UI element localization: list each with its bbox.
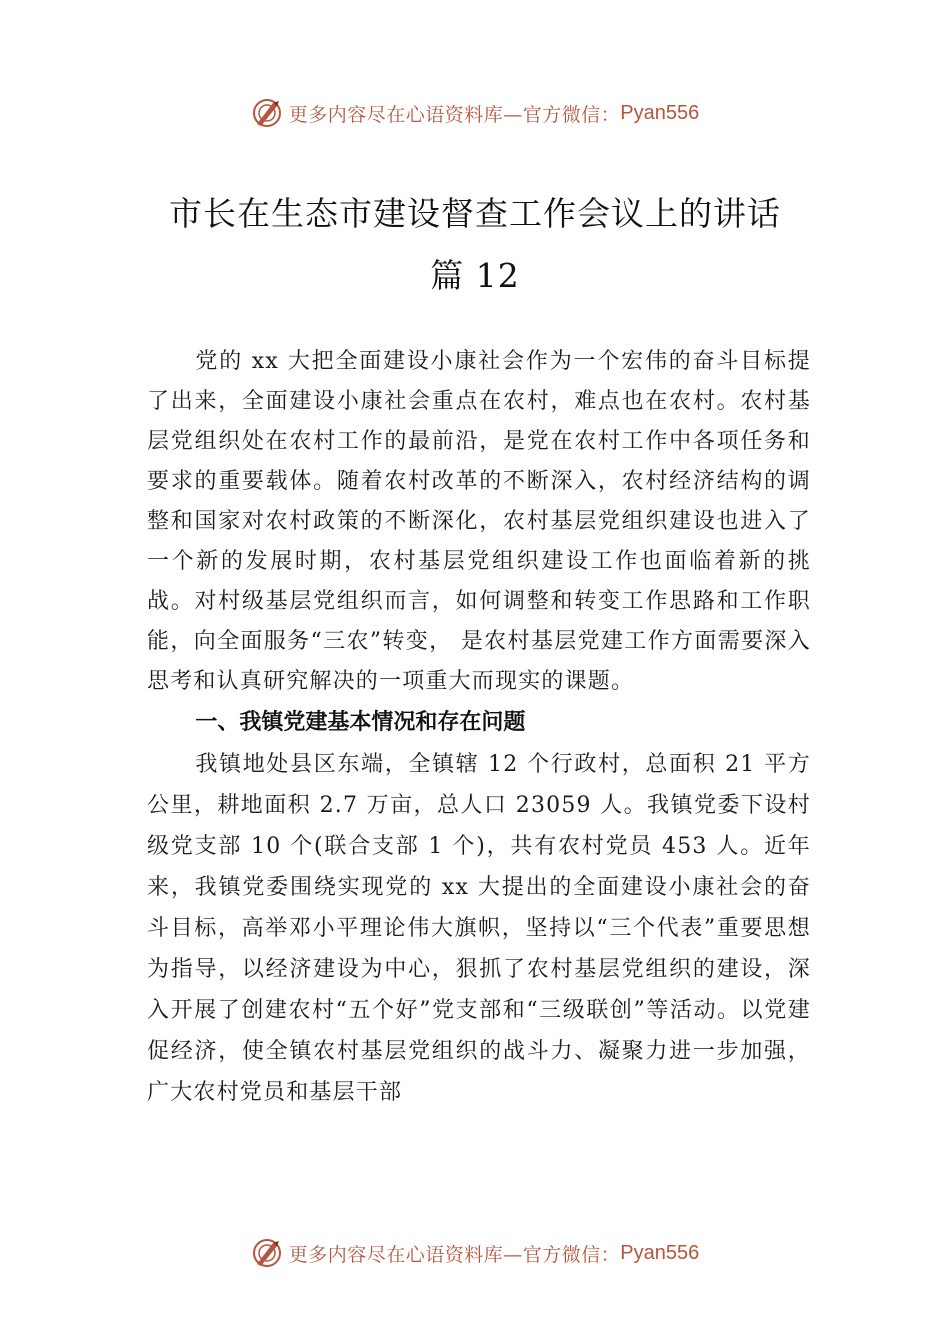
watermark-text: 更多内容尽在心语资料库—官方微信：	[288, 1243, 621, 1266]
body-paragraph: 党的 xx 大把全面建设小康社会作为一个宏伟的奋斗目标提了出来，全面建设小康社会重点在农村，难点也在农村。农村基层党组织处在农村工作的最前沿，是党在农村工作中各项任务和要求的重要载体。随着农村改革的不断深入，农村经济结构的调整和国家对农村政策的不断深化，农村基层党组织建设也进入了一个新的发展时期，农村基层党组织建设工作也面临着新的挑战。对村级基层党组织而言，如何调整和转变工作思路和工作职能，向全面服务“三农”转变， 是农村基层党建工作方面需要深入思考和认真研究解决的一项重大而现实的课题。	[147, 349, 811, 694]
body-paragraph: 我镇地处县区东端，全镇辖 12 个行政村，总面积 21 平方公里，耕地面积 2.7 万亩，总人口 23059 人。我镇党委下设村级党支部 10 个(联合支部 1 个)，共有农村党员 453 人。近年来，我镇党委围绕实现党的 xx 大提出的全面建设小康社会的奋斗目标，高举邓小平理论伟大旗帜，坚持以“三个代表”重要思想为指导，以经济建设为中心，狠抓了农村基层党组织的建设，深入开展了创建农村“五个好”党支部和“三级联创”等活动。以党建促经济，使全镇农村基层党组织的战斗力、凝聚力进一步加强，广大农村党员和基层干部	[147, 752, 811, 1105]
wechat-id: Pyan556	[620, 101, 700, 124]
document-title: 市长在生态市建设督查工作会议上的讲话	[169, 194, 781, 233]
wechat-id: Pyan556	[620, 1241, 700, 1264]
pen-logo-icon	[251, 97, 283, 129]
watermark-banner-bottom	[0, 1233, 950, 1273]
watermark-banner-top	[0, 93, 950, 133]
document-title-line2: 篇 12	[430, 256, 520, 295]
watermark-text: 更多内容尽在心语资料库—官方微信：	[288, 103, 621, 126]
section-heading: 一、我镇党建基本情况和存在问题	[195, 710, 526, 735]
document-body	[147, 342, 811, 1113]
pen-logo-icon	[251, 1237, 283, 1269]
